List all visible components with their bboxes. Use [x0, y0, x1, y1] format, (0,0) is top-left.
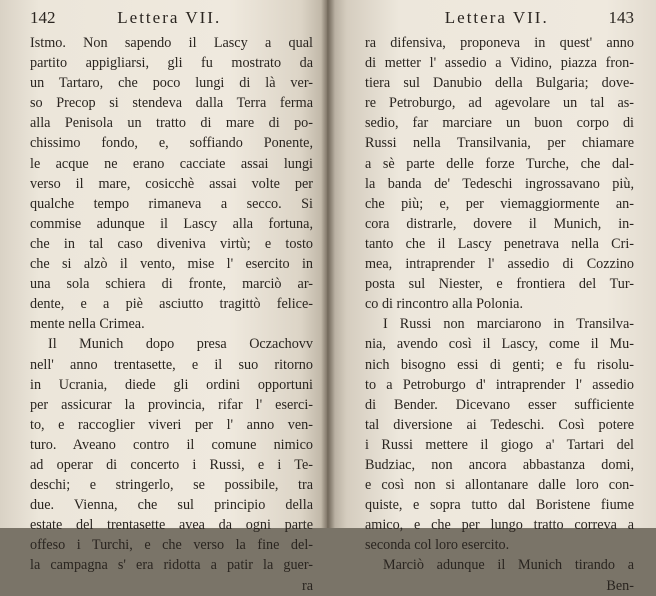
text-line: tanto che il Lascy penetrava nella Cri- — [365, 235, 634, 252]
text-line: quiste, e sopra tutto dal Boristene fiume — [365, 497, 634, 514]
text-line: Marciò adunque il Munich tirando a — [383, 557, 634, 574]
text-line: I Russi non marciarono in Transilva- — [383, 316, 634, 333]
text-line: Istmo. Non sapendo il Lascy a qual — [30, 35, 313, 51]
text-line: le acque ne erano cacciate assai lungi — [30, 155, 313, 172]
text-line: Il Munich dopo presa Oczachovv — [48, 336, 313, 353]
right-page — [327, 0, 656, 594]
running-head: Lettera VII. — [444, 8, 549, 27]
left-page-header — [30, 8, 313, 30]
text-line: re Petroburgo, ad agevolare un tal as- — [365, 95, 634, 112]
text-line: verso il mare, cosicchè assai volte per — [30, 175, 313, 192]
text-line: deschi; e stringerlo, se possibile, tra — [30, 477, 313, 494]
text-line: tal diversione ai Tedeschi. Così potere — [365, 416, 634, 433]
text-line: mea, intraprender l' assedio di Cozzino — [365, 256, 634, 273]
text-line: cora distrarle, dovere il Munich, in- — [365, 215, 634, 232]
left-page-text — [30, 33, 313, 576]
text-line: una sola schiera di fronte, marciò ar- — [30, 276, 313, 293]
text-line: co di rincontro alla Polonia. — [365, 296, 523, 313]
text-line: ra difensiva, proponeva in quest' anno — [365, 35, 634, 51]
text-line: so Precop si stendeva dalla Terra ferma — [30, 95, 313, 112]
text-line: un Tartaro, che poco lungi di là ver- — [30, 75, 313, 92]
text-line: nich bisogno essi di genti; e fu risolu- — [365, 356, 634, 373]
text-line: a sè parte delle forze Turche, che dal- — [365, 155, 634, 172]
text-line: Russi nella Transilvania, per chiamare — [365, 135, 634, 152]
right-page-text — [365, 33, 634, 576]
text-line: Budziac, non ancora abbastanza domi, — [365, 456, 634, 473]
text-line: amico, e che per lungo tratto correva a — [365, 517, 634, 534]
text-line: offeso i Turchi, e che verso la fine del- — [30, 537, 313, 554]
text-line: tiera sul Danubio della Bulgaria; dove- — [365, 75, 634, 92]
text-line: commise adunque il Lascy alla fortuna, — [30, 215, 313, 232]
right-page-header — [365, 8, 634, 30]
text-line: la banda de' Tedeschi ingrossavano più, — [365, 175, 634, 192]
text-line: to a Petroburgo d' intraprender l' assedio — [365, 376, 634, 393]
text-line: partito appigliarsi, gli fu mostrato da — [30, 55, 313, 72]
text-line: dente, e a piè asciutto tragittò felice- — [30, 296, 313, 313]
text-line: i Russi mettere il giogo a' Tartari del — [365, 436, 634, 453]
text-line: seconda col loro esercito. — [365, 537, 510, 554]
text-line: per assicurar la provincia, rifar l' eserci- — [30, 396, 313, 413]
text-line: ad operar di concerto i Russi, e i Te- — [30, 456, 313, 473]
text-line: di metter l' assedio a Vidino, piazza fron- — [365, 55, 634, 72]
text-line: alla Penisola un tratto di mare di po- — [30, 115, 313, 132]
text-line: nia, avendo così il Lascy, come il Mu- — [365, 336, 634, 353]
text-line: qualche tempo rimaneva a secco. Si — [30, 195, 313, 212]
text-line: nell' anno trentasette, e il suo ritorno — [30, 356, 313, 373]
text-line: turo. Aveano contro il comune nimico — [30, 436, 313, 453]
text-line: la campagna s' era ridotta a patir la guer- — [30, 557, 313, 574]
page-number: 143 — [608, 8, 634, 27]
text-line: chissimo fondo, e, soffiando Ponente, — [30, 135, 313, 152]
text-line: estate del trentasette avea da ogni parte — [30, 517, 313, 534]
text-line: in Ucrania, diede gli ordini opportuni — [30, 376, 313, 393]
catchword: ra — [301, 577, 313, 594]
text-line: mente nella Crimea. — [30, 316, 145, 333]
catchword: Ben- — [606, 577, 634, 594]
text-line: posta sul Niester, e frontiera del Tur- — [365, 276, 634, 293]
text-line: sedio, far marciare un buon corpo di — [365, 115, 634, 132]
left-page — [0, 0, 327, 594]
text-line: e così non si allontanare dalle loro con- — [365, 477, 634, 494]
text-line: to, e raccoglier viveri per l' anno ven- — [30, 416, 313, 433]
text-line: che si alzò il vento, mise l' esercito in — [30, 256, 313, 273]
page-number: 142 — [30, 8, 56, 27]
text-line: che più; e, per viemaggiormente an- — [365, 195, 634, 212]
book-gutter — [321, 0, 335, 528]
text-line: che in tal caso diveniva virtù; e tosto — [30, 235, 313, 252]
running-head: Lettera VII. — [117, 8, 222, 27]
text-line: di Bender. Dicevano esser sufficiente — [365, 396, 634, 413]
text-line: due. Vienna, che sul principio della — [30, 497, 313, 514]
